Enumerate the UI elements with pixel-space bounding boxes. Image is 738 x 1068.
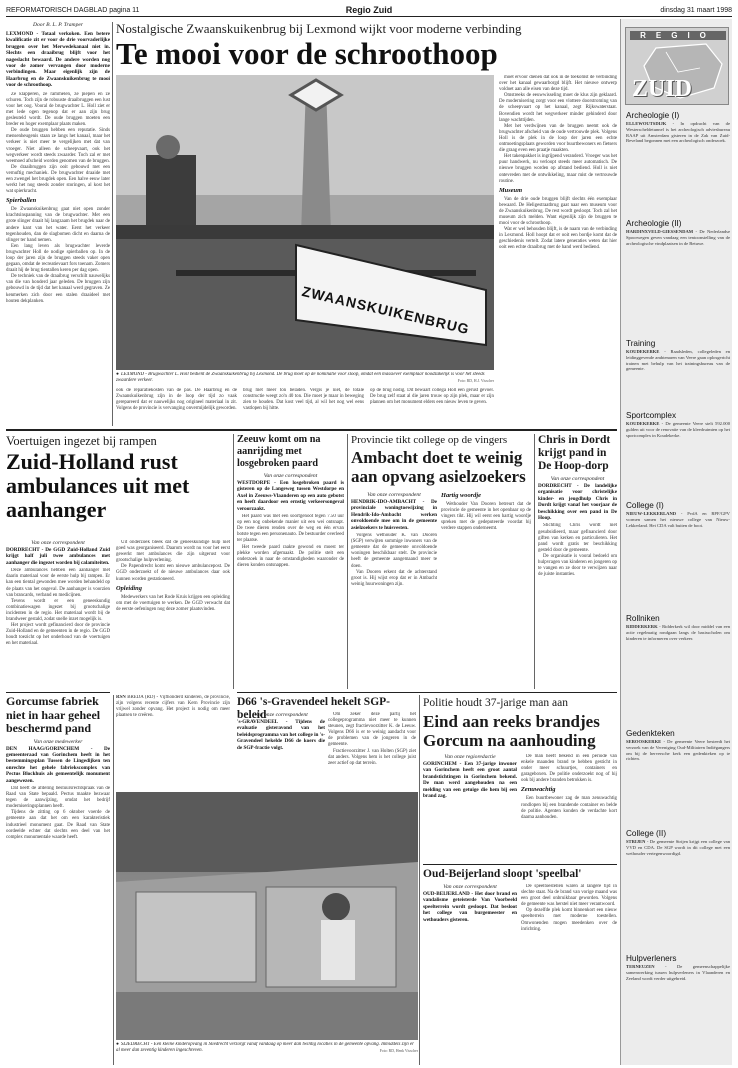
- zwaans-para: Het takenpakket is ingrijpend veranderd. Vroeger was het puur handwerk, nu verloopt steeds meer automatisch. De nieuwe bruggen worden op afstand bediend. Holl is niet ontevreden met de ontwikkeling, maar mist de vertrouwde routine.: [499, 154, 617, 184]
- sidebar-item: [626, 954, 730, 981]
- caption-bullet: ●: [116, 1042, 119, 1047]
- gorcumse-para: Dat heeft de afdeling bestuursrechtspraak van de Raad van State bepaald. Pectus maakte bezwaar tegen de aanwijzing, omdat het bedrijf moderniseringsplannen heeft.: [6, 785, 110, 810]
- politie-byline: Van onze regioredactie: [444, 754, 496, 760]
- sidebar-item-title: Hulpverleners: [626, 954, 677, 963]
- photo-illustration: [116, 792, 418, 1040]
- sidebar-item-title: College (I): [626, 501, 664, 510]
- zwaans-para: moet ervoor dienen dat ook in de toekomst de verbinding over het kanaal gewaarborgd blijft. Het nieuwe ontwerp voldoet aan alle eisen van deze tijd.: [499, 75, 617, 93]
- sidebar-item-text: - PvdA en RPF/GPV vormen samen het nieuwe college van Nieuw-Lekkerland. Het CDA valt buiten de boot.: [626, 511, 730, 528]
- d66-para: Om zeker deze partij het collegeprogramma niet meer te kunnen steunen, zegt fractievoorzitter K. de Leeuw. Volgens D66 is er te weinig aandacht voor de problemen van de jongeren in de gemeente.: [328, 712, 416, 748]
- sidebar-item-title: Gedenkteken: [626, 729, 675, 738]
- column-rule: [233, 434, 234, 689]
- chris-intro: DORDRECHT - De landelijke organisatie voor christelijke kinder- en jeugdhulp Chris in Dordt krijgt vanaf het voorjaar de beschikking over een pand in De Hoop.: [538, 483, 617, 522]
- oud-para: De speeltoestellen waren al langere tijd in slechte staat. Na de brand van vorige maand was een groot deel onbruikbaar geworden. Volgens de gemeente was herstel niet meer verantwoord.: [521, 884, 617, 908]
- zeeuw-headline: Zeeuw komt om na aanrijding met losgebroken paard: [237, 434, 321, 469]
- zwaans-byline: Door B. L. P. Tramper: [32, 22, 84, 28]
- zwaans-para: Met het verdwijnen van de bruggen neemt ook de brugwachter afscheid van de oude vertrouwde plek. Volgens Holl is de plek in de loop der jaren een echte ontmoetingsplaats geworden voor buurtbewoners en fietsers die graag even een praatje maakten.: [499, 123, 617, 154]
- ambulances-headline: Zuid-Holland rust ambulances uit met aanhanger: [6, 450, 190, 522]
- politie-kicker: Politie houdt 37-jarige man aan: [423, 697, 568, 709]
- d66-para: Fractievoorzitter J. van Holten (SGP) ziet dat anders. Volgens hem is het college juist zeer actief op dat terrein.: [328, 748, 416, 766]
- sidebar-item-title: Archeologie (II): [626, 219, 682, 228]
- sidebar-item-place: RIDDERKERK: [626, 624, 658, 629]
- ambulances-body: [6, 568, 110, 647]
- chris-headline: Chris in Dordt krijgt pand in De Hoop-dorp: [538, 434, 611, 472]
- gorcumse-article: [6, 695, 110, 1065]
- politie-intro: GORINCHEM - Een 37-jarige inwoner van Gorinchem heeft een groot aantal brandstichtingen in Gorinchem bekend. De man werd aangehouden na een melding van een getuige die hem bij een brand zag.: [423, 761, 517, 800]
- sidebar-item-text: - De gemeente Veere stelt 592.000 gulden uit voor de renovatie van de kleedruimten op het sportcomplex in Koudekerke.: [626, 421, 730, 438]
- ambacht-subhead: Hartig woordje: [441, 492, 481, 499]
- rsn-text: BREDA (RD) - Vijfhonderd kinderen, de provincie, zijn volgens recente cijfers van Kern Provincie zijn vrijwel zonder opvang. Het project is nodig om meer plaatsen te creëren.: [116, 695, 230, 719]
- caption-text: SLIEDRECHT - Een kleine kinderopvang in Sliedrecht verzorgt vanaf vandaag op meer dan twintig locaties in de gemeente opvang. Inmiddels zijn er al meer dan zeventig kinderen ingeschreven.: [116, 1042, 414, 1053]
- sidebar-header-top: REGIO: [630, 31, 726, 40]
- zwaans-photo: [116, 75, 494, 370]
- ambacht-headline: Ambacht doet te weinig aan opvang asielzoekers: [351, 448, 526, 486]
- zeeuw-para: Het tweede paard raakte gewond en moest ter plekke worden afgemaakt. De politie stelt een onderzoek in naar de omstandigheden waaronder de dieren konden ontsnappen.: [237, 544, 344, 568]
- zwaans-para: De draaibruggen zijn ooit gebouwd met een vernuftig mechaniek. De brugwachter draaide met een zwengel het brugdek open. Een halve eeuw later werkt het nog steeds zonder storingen, al kost het wat spierkracht.: [6, 164, 110, 195]
- ambulances-byline: Van onze correspondent: [31, 540, 85, 546]
- ambacht-byline: Van onze correspondent: [367, 492, 421, 498]
- politie-subhead: Zenuwachtig: [521, 786, 556, 794]
- sidebar-item: [626, 111, 730, 144]
- zwaans-headline: Te mooi voor de schroothoop: [116, 37, 498, 71]
- sidebar-item-text: - De gemeente Veere besteedt het verzoek van de Vereniging Oud-Militairen Indiëgangers om bij de herversche kerk een gedenkteken op te richten.: [626, 739, 730, 762]
- ambacht-para: Wethouder Van Dooren betreurt dat de provincie de gemeente in het openbaar op de vingers tikt. Hij wil eerst een hartig woordje spreken met de gedeputeerde voordat hij verdere stappen onderneemt.: [441, 502, 531, 532]
- rsn-kicker: RSN: [116, 695, 126, 700]
- zwaans-intro: LEXMOND - Totaal verkoken. Een betere kwalificatie zit er voor de drie voorvaderlijke bruggen over het Merwedekanaal niet in. Slechts een draaibrug blijft voor het nageslacht bewaard. De andere worden nog voor de zomer vervangen door moderne verbindingen. Maar eigenlijk zijn de Haarbrug en de Zwaanskuikenbrug te mooi voor de schroothoop.: [6, 31, 110, 89]
- ambulances-text-left: [6, 540, 110, 690]
- column-rule: [419, 695, 420, 1065]
- regio-zuid-sidebar: [620, 19, 732, 1065]
- photo-credit: Foto: RD, Henk Visscher: [379, 1049, 418, 1053]
- zwaans-left-column: [6, 22, 110, 426]
- sidebar-item-text: - In opdracht van de Westerscheldetunnel is het archeologisch adviesbureau RAAP uit Amsterdam gisteren in de Zak van Zuid-Beveland begonnen met een archeologisch onderzoek.: [626, 121, 730, 144]
- d66-byline: Van onze correspondent: [254, 712, 308, 718]
- oud-intro: OUD-BEIJERLAND - Het door brand en vandalisme geteisterde Van Voorbeeld speelterrein wordt gesloopt. Dat besloot het college van burgemeester en wethouders gisteren.: [423, 891, 517, 923]
- photo-credit: Foto: RD, H.J. Visscher: [457, 379, 494, 383]
- oud-text-right: [521, 884, 617, 1064]
- sidebar-item-title: Archeologie (I): [626, 111, 680, 120]
- sidebar-item: [626, 729, 730, 762]
- oud-para: Op dezelfde plek komt binnenkort een nieuw speelterrein met moderne toestellen. Omwonenden mogen meedenken over de inrichting.: [521, 908, 617, 932]
- zwaans-para: Ze klapperen, ze rammelen, ze piepen en ze schuren. Toch zijn de robuuste draaibruggen een lust voor het oog. Vooral de brugwachter L. Holl ziet er met lede ogen tegenop dat er aan zijn brug gesleuteld wordt. De oude bruggen moeten een breder en hoger exemplaar plaats maken.: [6, 91, 110, 128]
- zeeuw-article: [237, 434, 344, 689]
- ambulances-para: Tevens wordt er een geneeskundig combinatiewagen ingezet bij grootschalige incidenten in de regio. Het materiaal wordt bij de brandweer gestald, zodat snelle inzet mogelijk is.: [6, 598, 110, 622]
- politie-para: Een buurtbewoner zag de man zenuwachtig rondlopen bij een brandende container en belde de politie. Agenten konden de verdachte kort daarna aanhouden.: [521, 796, 617, 820]
- zeeuw-byline: Van onze correspondent: [263, 473, 318, 479]
- d66-text-left: [237, 712, 325, 790]
- zeeuw-intro: WESTDORPE - Een losgebroken paard is gisteren op de Langeweg tussen Westdorpe en Axel in Zeeuws-Vlaanderen op een auto gebotst en heeft daardoor een ernstig verkeersongeval veroorzaakt.: [237, 480, 344, 512]
- chris-byline: Van onze correspondent: [550, 476, 605, 482]
- ambacht-kicker: Provincie tikt college op de vingers: [351, 434, 508, 446]
- sidebar-item-text: - De gemeenschappelijke samenwerking tussen hulpverleners in Vlaanderen en Zeeland wordt verder uitgebreid.: [626, 964, 730, 981]
- sidebar-item-title: College (II): [626, 829, 667, 838]
- politie-text-right: [521, 754, 617, 862]
- ambulances-intro: DORDRECHT - De GGD Zuid-Holland Zuid krijgt half juli twee ambulances met aanhanger die ingezet worden bij calamiteiten.: [6, 547, 110, 566]
- d66-headline: D66 's-Gravendeel hekelt SGP-beleid: [237, 696, 390, 721]
- sidebar-item-text: - Ridderkerk wil door middel van een actie regelmatig rondgaan langs de basisscholen om kinderen te informeren over verkeer.: [626, 624, 730, 641]
- sidebar-item-place: STRIJEN: [626, 839, 646, 844]
- zwaans-para: Een lang leven als brugwachter leverde brugwachter Holl de nodige spierballen op. In de loop der jaren zijn de bruggen steeds vaker open gegaan, omdat de recreatievaart fors toenam. Zomers draait hij de brug tientallen keren per dag open.: [6, 243, 110, 274]
- column-rule: [534, 434, 535, 689]
- sidebar-item-place: NIEUW-LEKKERLAND: [626, 511, 677, 516]
- masthead-publication: REFORMATORISCH DAGBLAD pagina 11: [6, 7, 140, 14]
- politie-headline: Eind aan reeks brandjes Gorcum na aanhouding: [423, 712, 600, 750]
- ambacht-para: Volgens wethouder K. van Dooren (SGP) verwijten sommige inwoners van de gemeente dat de gemeente onvoldoende woningen beschikbaar stelt. De provincie heeft de gemeente aangemaand meer te doen.: [351, 533, 437, 569]
- zwaans-para: Van de drie oude bruggen blijft slechts één exemplaar bewaard. De Heligestraatbrug gaat naar een museum voor de Zwaanskuikenbrug. De rest wordt gesloopt. Toch zal het museum zich melden. Want eigenlijk zijn de bruggen te mooi voor de schroothoop.: [499, 196, 617, 227]
- caption-text: LEXMOND - Brugwachter L. Holl bedient de Zwaanskuikenbrug bij Lexmond. De brug moet op de nominatie voor sloop, omdat een massiever exemplaar noodzakelijk is voor het steeds zwaardere verkeer.: [116, 372, 485, 383]
- gorcumse-body: [6, 786, 110, 841]
- childcare-photo: [116, 792, 418, 1040]
- zwaans-para: De Zwaanskuikenbrug gaat niet open zonder krachtsinspanning van de brugwachter. Met een grote slinger draait hij langzaam het brugdek naar de andere kant van het water. Eerst het verkeer tegenhouden, dan de slagbomen dicht en daarna de slinger ter hand nemen.: [6, 207, 110, 243]
- politie-para: De man heeft bekend in een periode van enkele maanden brand te hebben gesticht in onder meer schuurtjes, containers en garageboxen. De politie onderzoekt nog of hij ook bij andere branden betrokken is.: [521, 754, 617, 784]
- zwaans-body-1: [6, 92, 110, 305]
- section-divider: [6, 429, 617, 431]
- sidebar-header-bottom: ZUID: [632, 76, 693, 102]
- zwaans-caption: [116, 372, 494, 386]
- masthead-section: Regio Zuid: [345, 5, 393, 15]
- sidebar-item-title: Training: [626, 339, 656, 348]
- ambacht-text-right: [441, 492, 531, 689]
- zwaans-para: Wat er wel behouden blijft, is de naam van de verbinding in Lexmond. Holl hoopt dat er ooit een bordje komt dat de geschiedenis vertelt. Zodat latere generaties weten dat hier ooit een echte draaibrug met de hand werd bediend.: [499, 227, 617, 251]
- sidebar-item: [626, 829, 730, 856]
- ambacht-body: [351, 533, 437, 588]
- rsn-article: [116, 695, 230, 741]
- ambulances-subhead: Opleiding: [116, 584, 142, 592]
- sidebar-item-place: KOUDEKERKE: [626, 349, 660, 354]
- column-rule: [112, 22, 113, 426]
- zwaans-para: De oude bruggen hebben een reputatie. Sinds mensenheugenis staan ze langs het kanaal, maar het verkeer is niet meer te vergelijken met dat van vroeger. Niet alleen de scheepvaart, ook het wegverkeer wordt steeds zwaarder. Toch zal er met weemoed afscheid worden genomen van de bruggen.: [6, 128, 110, 164]
- chris-body: [538, 523, 617, 578]
- sidebar-header: [625, 27, 729, 105]
- sidebar-item: [626, 219, 730, 246]
- sidebar-item-place: TERNEUZEN: [626, 964, 655, 969]
- ambulances-para: Medewerkers van het Rode Kruis krijgen een opleiding om met de voertuigen te werken. De GGD verwacht dat de eerste oefeningen nog deze zomer plaatsvinden.: [116, 594, 230, 612]
- gorcumse-para: Tijdens de zitting op 6 oktober voerde de gemeente aan dat het om een karakteristiek industrieel monument gaat. De Raad van State oordeelde echter dat slechts een deel van het complex monumentale waarde heeft.: [6, 810, 110, 840]
- childcare-caption: [116, 1042, 418, 1064]
- politie-text-left: [423, 754, 517, 862]
- sidebar-item-title: Sportcomplex: [626, 411, 677, 420]
- zwaans-mid-col-1: ook de reparatiekosten van de pas. De Haarbrug en de Zwaanskuikenbrug zijn in de loop der tijd zo vaak gerepareerd dat er nauwelijks nog origineel materiaal in zit. Volgens de provincie is vervanging onvermijdelijk geworden.: [116, 388, 237, 412]
- ambacht-para: Van Dooren erkent dat de achterstand groot is. Hij wijst erop dat er in Ambacht weinig huurwoningen zijn.: [351, 569, 437, 587]
- chris-article: [538, 434, 617, 689]
- sidebar-item-place: SEROOSKERKE: [626, 739, 662, 744]
- sidebar-item: [626, 339, 730, 372]
- sidebar-item-title: Rollniken: [626, 614, 660, 623]
- sidebar-item: [626, 614, 730, 641]
- sidebar-item-text: - Raadsleden, collegeleden en leidinggevende ambtenaren van Veere gaan oplosgericht trainen met behulp van het trainingsbureau van de gemeente.: [626, 349, 730, 372]
- ambacht-intro: HENDRIK-IDO-AMBACHT - De provinciale woningtoewijzing in Hendrik-Ido-Ambacht werken onvoldoende mee om in de gemeente asielzoekers te huisvesten.: [351, 499, 437, 531]
- sidebar-item-text: - De Nederlandse Spoorwegen geven vandaag een tentoonstelling van de archeologische vindplaatsen in de Betuwe.: [626, 229, 730, 246]
- zwaans-kicker: Nostalgische Zwaanskuikenbrug bij Lexmond wijkt voor moderne verbinding: [116, 21, 522, 36]
- zwaans-mid-col-2: brug met meer ton beladen. Vergis je niet, de totale constructie weegt zo'n 40 ton. Die moet je maar in beweging zien te houden. Dat kost veel tijd, al wil het nog wel eens vastlopen bij hitte.: [243, 388, 364, 412]
- gorcumse-headline: Gorcumse fabriek niet in haar geheel beschermd pand: [6, 695, 101, 735]
- zwaans-para: De techniek van de draaibrug verschilt nauwelijks van die van honderd jaar geleden. De bruggen zijn gebouwd in de tijd dat het kanaal werd gegraven. Ze kenmerken zich door een stalen draaideel met houten dekplanken.: [6, 274, 110, 304]
- caption-bullet: ●: [116, 372, 119, 377]
- zwaans-mid-col-3: op de brug nodig. Dit bewaart collega Holl een gerust gevoel. De brug zelf staat al die jaren trouw op zijn plek, maar er zijn plannen om het monument elders een nieuw leven te geven.: [370, 388, 494, 406]
- section-divider: [237, 692, 617, 693]
- zeeuw-body: [237, 514, 344, 569]
- ambulances-para: Deze ambulances hebben een aanhanger met daarin materiaal voor de eerste hulp bij rampen. Er kan een tiental gewonden mee worden behandeld op de plaats van het ongeval. De aanhanger is voorzien van brancards, verband en medicijnen.: [6, 568, 110, 598]
- column-rule: [347, 434, 348, 689]
- oud-headline: Oud-Beijerland sloopt 'speelbal': [423, 868, 582, 880]
- masthead-date: dinsdag 31 maart 1998: [660, 7, 732, 14]
- zwaans-subhead-museum: Museum: [499, 186, 523, 194]
- sidebar-item-place: ELLEWOUTSDIJK: [626, 121, 667, 126]
- zwaans-para: Omstreeks de eeuwwisseling moet de klus zijn geklaard. De modernisering zorgt voor een vlottere doorstroming van de scheepvaart op het kanaal, zegt Rijkswaterstaat. Bovendien wordt het wegverkeer minder gehinderd door lange wachttijden.: [499, 93, 617, 123]
- ambacht-text-left: [351, 492, 437, 689]
- sidebar-item-place: KOUDEKERKE: [626, 421, 660, 426]
- gorcumse-byline: Van onze medewerker: [33, 738, 83, 745]
- ambulances-para: De Papendrecht komt een nieuwe ambulancepost. De GGD onderzoekt of de nieuwe ambulances daar ook kunnen worden gestationeerd.: [116, 564, 230, 582]
- oud-byline: Van onze correspondent: [443, 884, 497, 890]
- chris-para: De organisatie is vooral bedoeld om hulpvragen van kinderen en jongeren op te vangen en ze door te verwijzen naar de juiste instanties.: [538, 553, 617, 578]
- sidebar-item: [626, 411, 730, 438]
- sidebar-item-place: HARDINXVELD-GIESSENDAM: [626, 229, 694, 234]
- sidebar-item-text: - De gemeente Strijen krijgt een college van VVD en CDA. De SGP wordt in dit college met een wethouder vertegenwoordigd.: [626, 839, 730, 856]
- zwaans-right-column: [499, 75, 617, 425]
- section-divider: [6, 692, 110, 693]
- sidebar-item: [626, 501, 730, 528]
- gorcumse-intro: DEN HAAG/GORINCHEM - De gemeenteraad van Gorinchem heeft in het bestemmingsplan Tussen de Lingedijken ten onrechte het gehele fabriekscomplex van Pectus Blockhuis als gemeentelijk monument aangewezen.: [6, 745, 110, 784]
- section-divider: [423, 864, 617, 865]
- masthead: [6, 5, 732, 17]
- ambulances-text-mid: [116, 540, 230, 690]
- ambulances-kicker: Voertuigen ingezet bij rampen: [6, 434, 157, 448]
- d66-intro: 's-GRAVENDEEL - Tijdens de evaluatie gisteravond van het beleidsprogramma van het college in 's-Gravendeel hekelde D66 de koers die de SGP-fractie volgt.: [237, 719, 325, 751]
- d66-text-right: [328, 712, 416, 790]
- chris-para: Stichting Chris wordt niet gesubsidieerd, maar gefinancierd door giften van kerken en particulieren. Het pand wordt gratis ter beschikking gesteld door de gemeente.: [538, 523, 617, 553]
- bridge-sign-text: ZWAANSKUIKENBRUG: [300, 283, 472, 338]
- ambulances-para: Uit onderzoek bleek dat de geneeskundige hulp niet goed was georganiseerd. Daarom wordt nu voor het eerst gewerkt met ambulances die zijn uitgerust voor grootschalige hulpverlening.: [116, 540, 230, 564]
- column-rule: [113, 695, 114, 1065]
- zeeuw-para: Het paard was met een soortgenoot tegen 7.50 uur op een nog onbekende manier uit een wei ontsnapt. De twee dieren renden over de weg en één ervan botste tegen een personenauto. De bestuurder overleed ter plaatse.: [237, 514, 344, 544]
- zwaans-subhead-spierballen: Spierballen: [6, 197, 37, 205]
- oud-text-left: [423, 884, 517, 1064]
- ambulances-para: Het project wordt gefinancierd door de provincie Zuid-Holland en de gemeenten in de regio. De GGD houdt toezicht op het onderhoud van de voertuigen en het materiaal.: [6, 623, 110, 647]
